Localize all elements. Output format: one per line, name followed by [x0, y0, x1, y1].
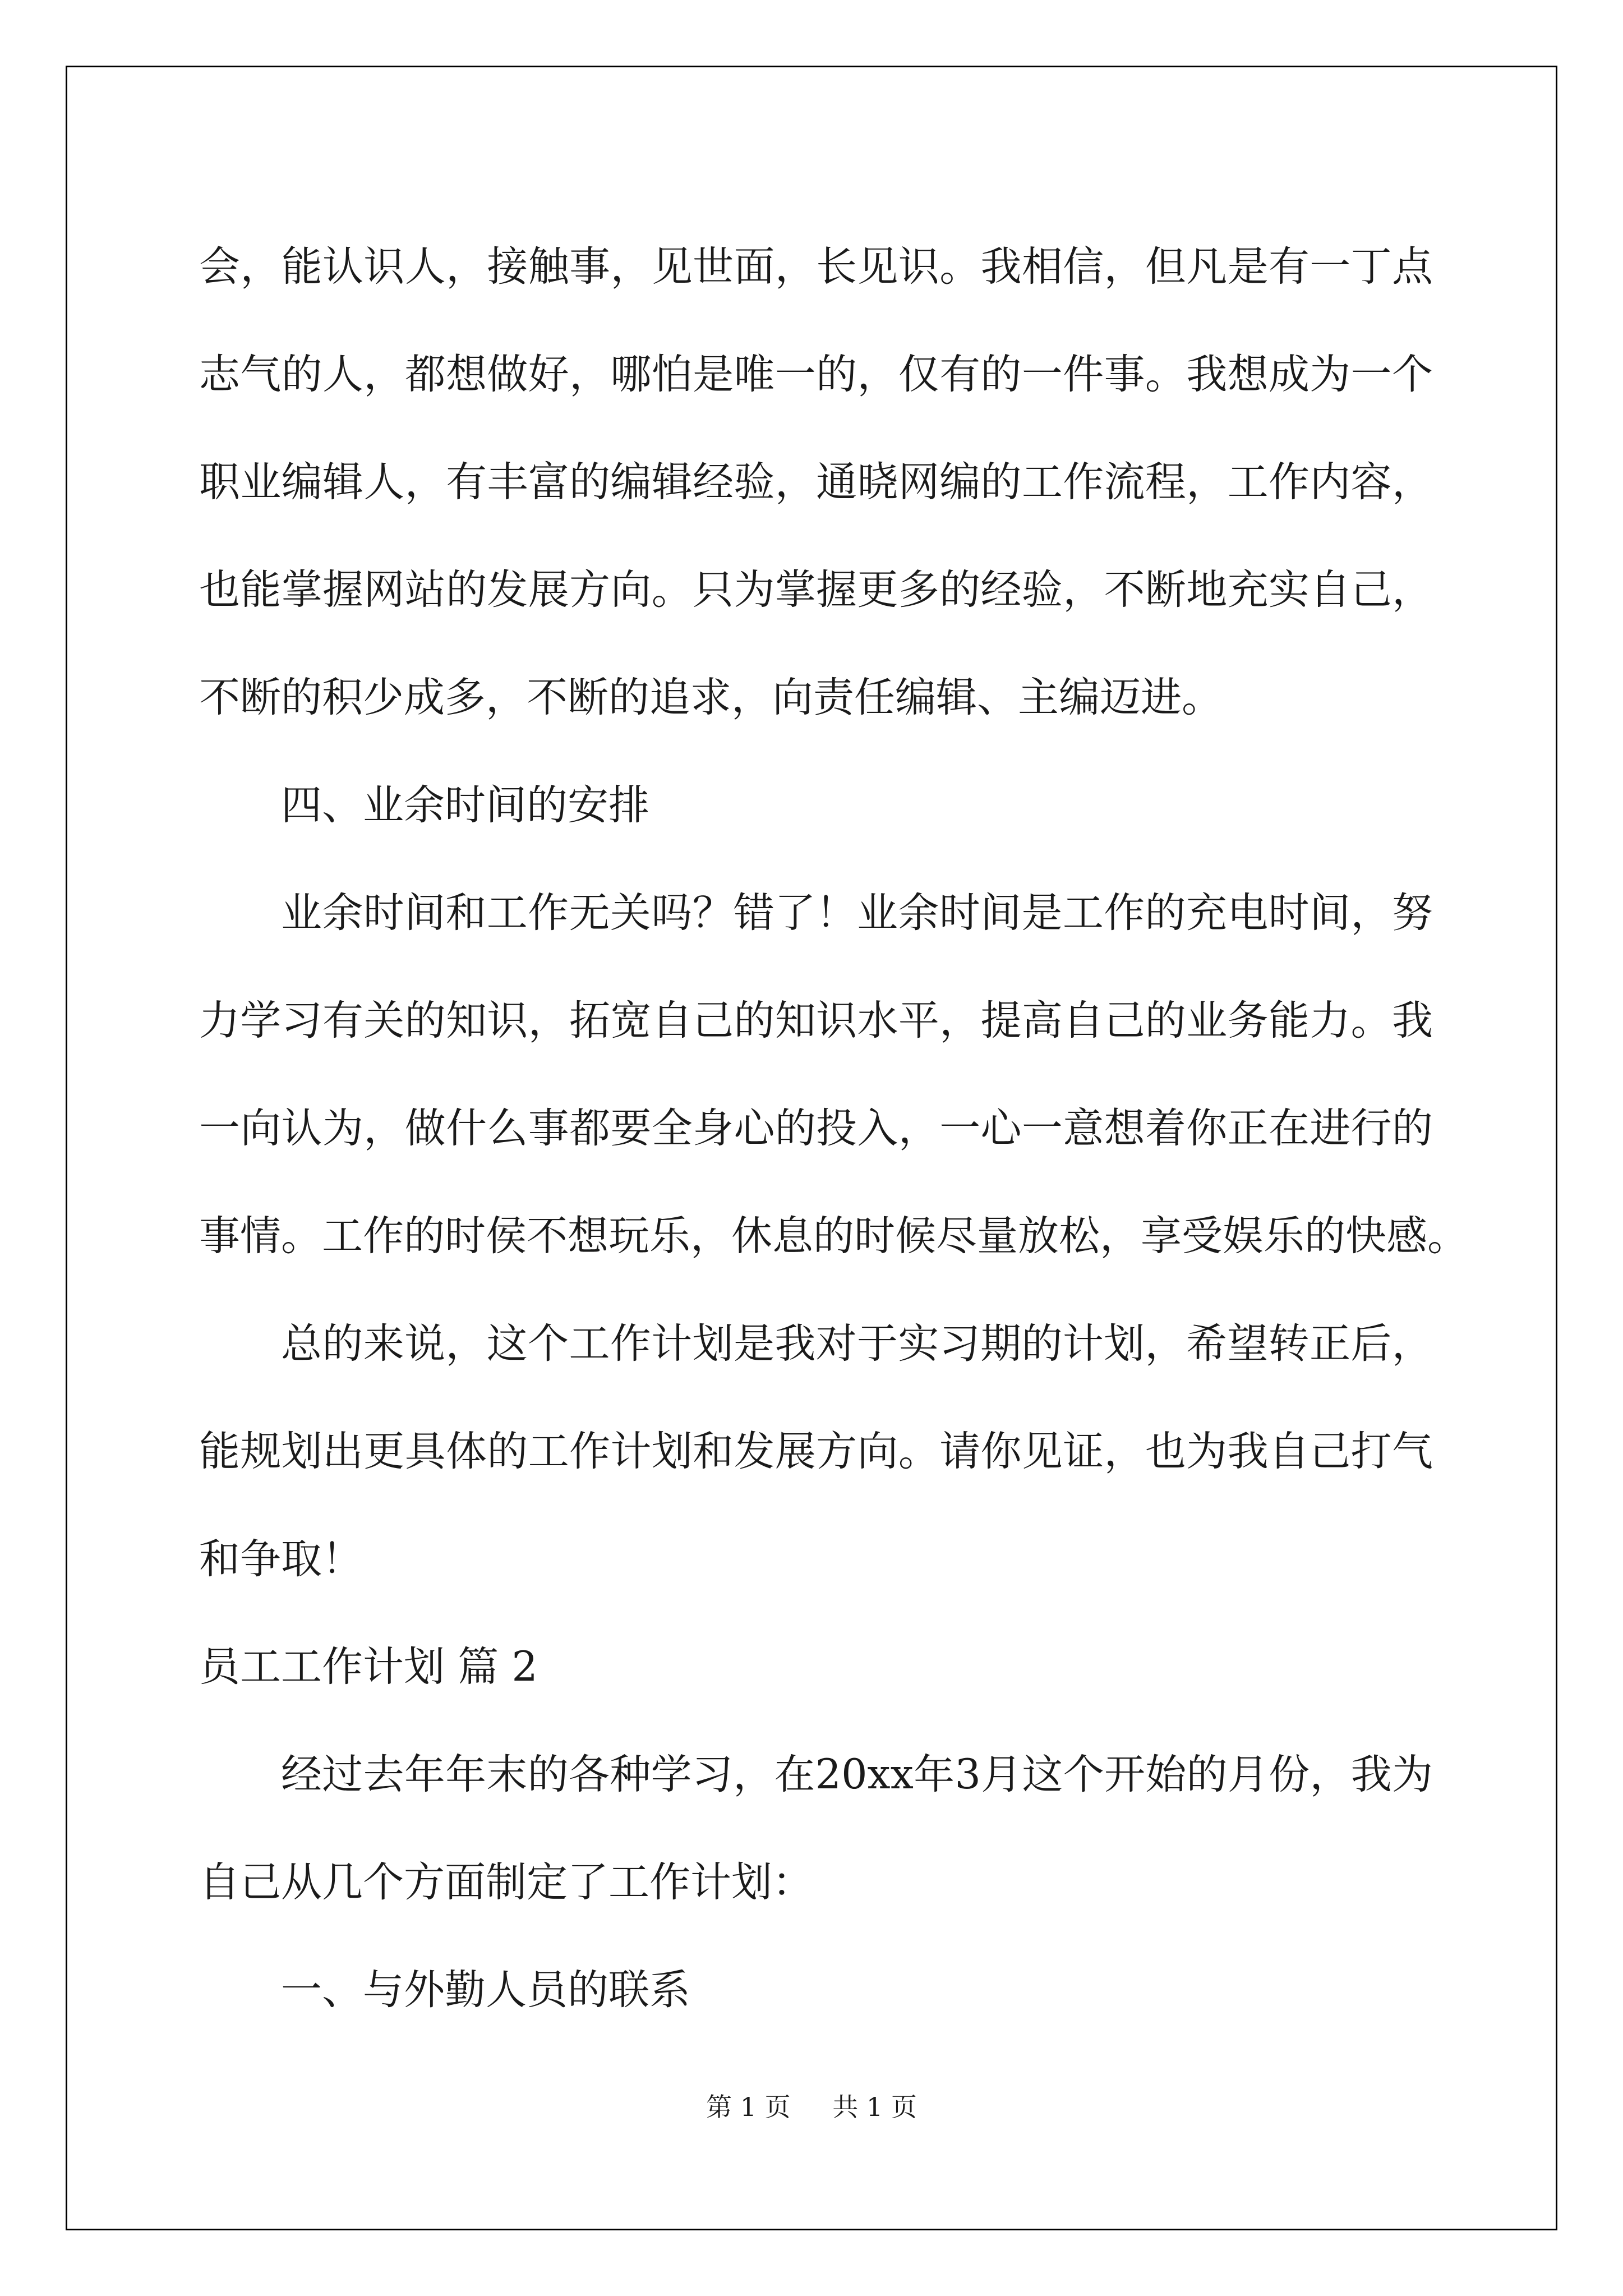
- text-line: 自己从几个方面制定了工作计划：: [199, 1858, 813, 1906]
- text-line: 志 气 的 人 ， 都 想 做 好 ， 哪 怕 是 唯 一 的 ， 仅 有 的 一 件 事 。 我 想 成 为 一 个: [199, 351, 1433, 398]
- document-body: [199, 213, 1468, 2044]
- text-line: 会 ， 能 认 识 人 ， 接 触 事 ， 见 世 面 ， 长 见 识 。 我 相 信 ， 但 凡 是 有 一 丁 点: [199, 243, 1433, 291]
- text-line: 和争取！: [199, 1535, 363, 1583]
- section-heading: 四、业余时间的安排: [281, 781, 649, 829]
- section-heading: 一、与外勤人员的联系: [281, 1966, 690, 2014]
- text-line: 总 的 来 说 ， 这 个 工 作 计 划 是 我 对 于 实 习 期 的 计 划 ， 希 望 转 正 后 ，: [281, 1320, 1433, 1368]
- text-line: 职 业 编 辑 人 ， 有 丰 富 的 编 辑 经 验 ， 通 晓 网 编 的 工 作 流 程 ， 工 作 内 容 ，: [199, 458, 1433, 506]
- page-total: 共 1 页: [832, 2092, 917, 2122]
- text-line: 业 余 时 间 和 工 作 无 关 吗 ？ 错 了 ！ 业 余 时 间 是 工 作 的 充 电 时 间 ， 努: [281, 889, 1433, 937]
- page-footer: [0, 2087, 1623, 2124]
- article-title: 员工工作计划 篇 2: [199, 1643, 538, 1691]
- text-line: 一 向 认 为 ， 做 什 么 事 都 要 全 身 心 的 投 入 ， 一 心 一 意 想 着 你 正 在 进 行 的: [199, 1105, 1433, 1152]
- text-line: 不断的积少成多，不断的追求，向责任编辑、主编迈进。: [199, 674, 1223, 721]
- text-line: 能 规 划 出 更 具 体 的 工 作 计 划 和 发 展 方 向 。 请 你 见 证 ， 也 为 我 自 己 打 气: [199, 1428, 1433, 1475]
- text-line: 经 过 去 年 年 末 的 各 种 学 习 ， 在 20xx 年 3 月 这 个 开 始 的 月 份 ， 我 为: [281, 1751, 1433, 1798]
- text-line: 力 学 习 有 关 的 知 识 ， 拓 宽 自 己 的 知 识 水 平 ， 提 高 自 己 的 业 务 能 力 。 我: [199, 997, 1433, 1045]
- text-line: 也 能 掌 握 网 站 的 发 展 方 向 。 只 为 掌 握 更 多 的 经 验 ， 不 断 地 充 实 自 己 ，: [199, 566, 1433, 614]
- text-line: 事 情 。 工 作 的 时 侯 不 想 玩 乐 ， 休 息 的 时 候 尽 量 放 松 ， 享 受 娱 乐 的 快 感 。: [199, 1212, 1468, 1260]
- page-number: 第 1 页: [706, 2092, 791, 2122]
